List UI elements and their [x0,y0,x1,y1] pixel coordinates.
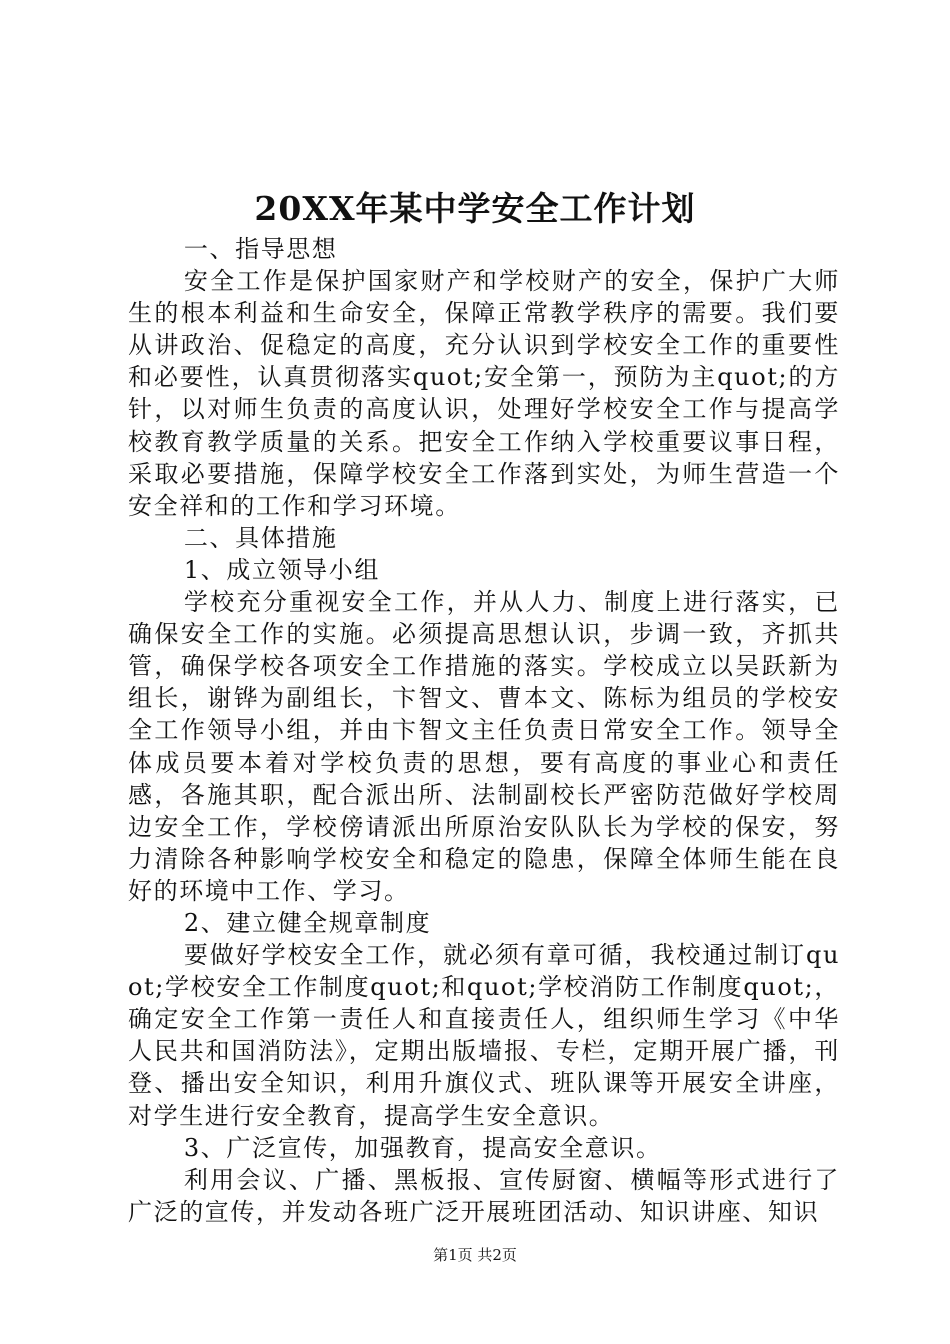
body-paragraph: 利用会议、广播、黑板报、宣传厨窗、横幅等形式进行了广泛的宣传，并发动各班广泛开展班团活动、知识讲座、知识 [128,1165,840,1226]
subsection-heading-rules-system: 2、建立健全规章制度 [183,908,432,937]
body-paragraph: 学校充分重视安全工作，并从人力、制度上进行落实，已确保安全工作的实施。必须提高思想认识，步调一致，齐抓共管，确保学校各项安全工作措施的落实。学校成立以吴跃新为组长，谢铧为副组长，卞智文、曹本文、陈标为组员的学校安全工作领导小组，并由卞智文主任负责日常安全工作。领导全体成员要本着对学校负责的思想，要有高度的事业心和责任感，各施其职，配合派出所、法制副校长严密防范做好学校周边安全工作，学校傍请派出所原治安队队长为学校的保安，努力清除各种影响学校安全和稳定的隐患，保障全体师生能在良好的环境中工作、学习。 [128,588,840,905]
page-number-footer: 第1页 共2页 [433,1246,517,1264]
subsection-heading-leadership-group: 1、成立领导小组 [183,555,380,584]
document-title: 20XX年某中学安全工作计划 [254,189,696,228]
body-paragraph: 安全工作是保护国家财产和学校财产的安全，保护广大师生的根本利益和生命安全，保障正常教学秩序的需要。我们要从讲政治、促稳定的高度，充分认识到学校安全工作的重要性和必要性，认真贯彻落实quot;安全第一，预防为主quot;的方针，以对师生负责的高度认识，处理好学校安全工作与提高学校教育教学质量的关系。把安全工作纳入学校重要议事日程，采取必要措施，保障学校安全工作落到实处，为师生营造一个安全祥和的工作和学习环境。 [128,267,840,520]
section-heading-guiding-thought: 一、指导思想 [183,235,338,263]
subsection-heading-publicity-education: 3、广泛宣传，加强教育，提高安全意识。 [183,1133,662,1162]
document-body [128,233,840,1228]
section-heading-specific-measures: 二、具体措施 [183,523,338,552]
body-paragraph: 要做好学校安全工作，就必须有章可循，我校通过制订quot;学校安全工作制度quot;和quot;学校消防工作制度quot;，确定安全工作第一责任人和直接责任人，组织师生学习《中华人民共和国消防法》，定期出版墙报、专栏，定期开展广播，刊登、播出安全知识，利用升旗仪式、班队课等开展安全讲座，对学生进行安全教育，提高学生安全意识。 [128,941,840,1130]
